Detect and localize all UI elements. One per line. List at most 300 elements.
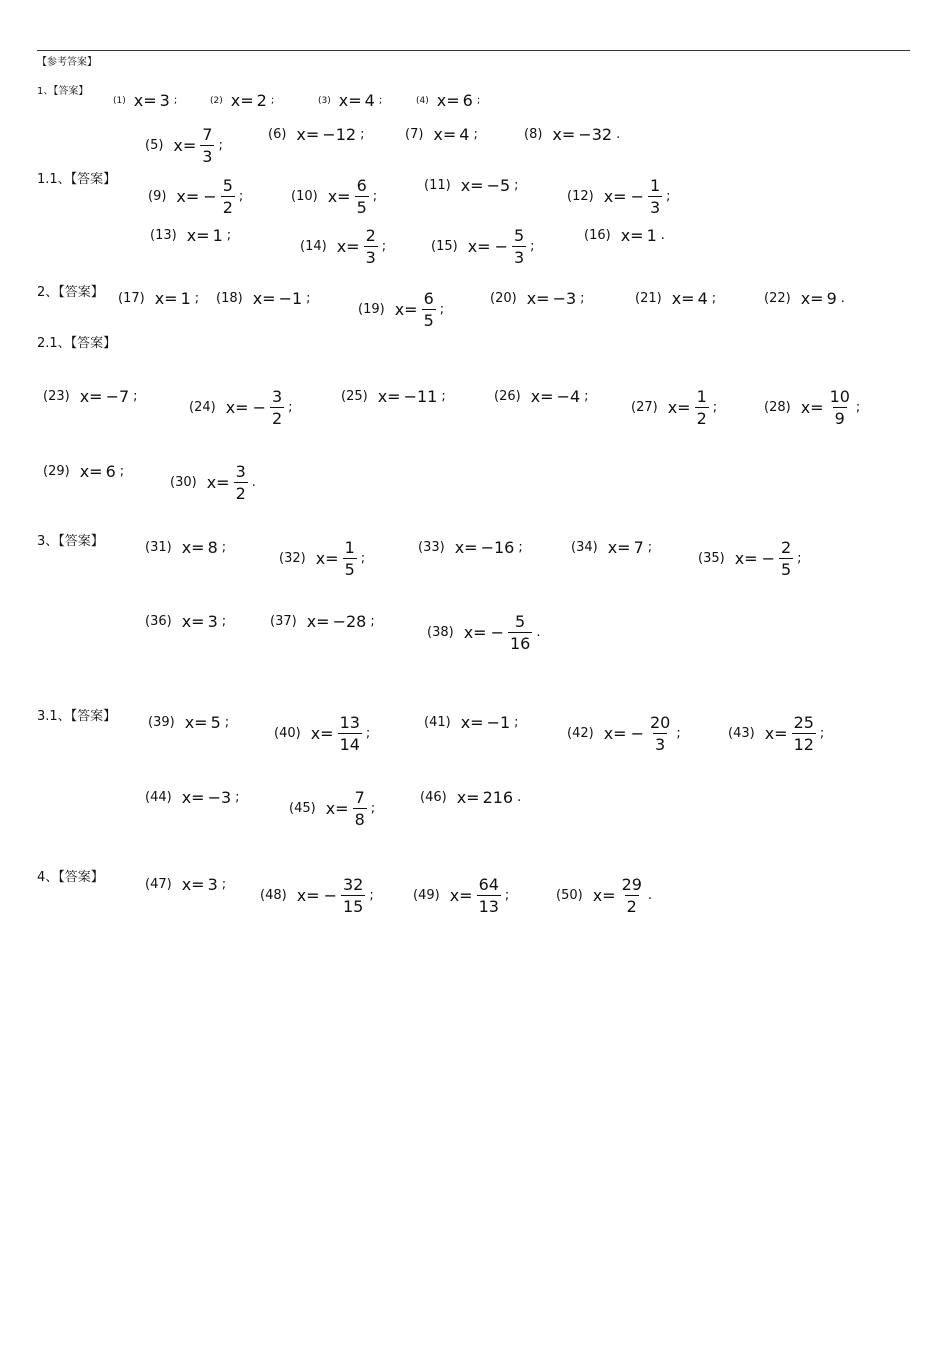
- answer-value: 2: [256, 91, 267, 110]
- numerator: 7: [202, 125, 213, 144]
- variable: x: [620, 226, 631, 245]
- item-number: (25): [341, 389, 368, 404]
- numerator: 10: [829, 387, 850, 406]
- item-number: (28): [764, 400, 791, 415]
- item-number: (4): [416, 95, 429, 106]
- item-number: (24): [189, 400, 216, 415]
- answer-value: −28: [332, 612, 367, 631]
- answer-value: −3: [207, 788, 232, 807]
- fraction: [620, 874, 644, 917]
- equals-sign: =: [810, 398, 824, 417]
- numerator: 2: [780, 538, 792, 557]
- item-number: (36): [145, 614, 172, 629]
- variable: x: [327, 187, 338, 206]
- variable: x: [667, 398, 678, 417]
- variable: x: [436, 91, 447, 110]
- equals-sign: =: [681, 289, 695, 308]
- item-number: (47): [145, 877, 172, 892]
- denominator: 16: [509, 634, 531, 653]
- item-number: (30): [170, 475, 197, 490]
- answer-value: −32: [578, 125, 613, 144]
- numerator: 7: [354, 788, 365, 807]
- answer-value: 4: [364, 91, 375, 110]
- variable: x: [607, 538, 618, 557]
- punctuation: ;: [530, 239, 535, 254]
- denominator: 2: [696, 409, 707, 428]
- item-number: (9): [148, 189, 167, 204]
- equals-sign: =: [306, 886, 320, 905]
- equals-sign: =: [442, 125, 457, 144]
- answer-value: 6: [462, 91, 473, 110]
- punctuation: ;: [235, 790, 240, 805]
- variable: x: [456, 788, 467, 807]
- answer-value: 3: [207, 875, 218, 894]
- minus-sign: −: [630, 187, 644, 206]
- equals-sign: =: [540, 387, 554, 406]
- variable: x: [734, 549, 745, 568]
- variable: x: [449, 886, 460, 905]
- fraction: [828, 386, 852, 429]
- variable: x: [526, 289, 537, 308]
- equals-sign: =: [404, 300, 418, 319]
- equals-sign: =: [191, 612, 205, 631]
- punctuation: ;: [221, 877, 227, 892]
- equals-sign: =: [774, 724, 788, 743]
- variable: x: [338, 91, 349, 110]
- variable: x: [184, 713, 195, 732]
- equals-sign: =: [613, 724, 627, 743]
- answer-value: 9: [826, 289, 837, 308]
- punctuation: ;: [221, 614, 227, 629]
- equals-sign: =: [325, 549, 339, 568]
- equals-sign: =: [316, 612, 330, 631]
- punctuation: .: [616, 127, 621, 142]
- punctuation: ;: [676, 726, 681, 741]
- fraction: [200, 124, 214, 167]
- equals-sign: =: [143, 91, 157, 110]
- fraction: [234, 461, 248, 504]
- variable: x: [603, 724, 614, 743]
- item-number: (46): [420, 790, 447, 805]
- item-number: (37): [270, 614, 297, 629]
- answer-value: 7: [633, 538, 644, 557]
- answer-value: −7: [105, 387, 130, 406]
- numerator: 5: [515, 612, 526, 631]
- punctuation: ;: [819, 726, 825, 741]
- variable: x: [181, 875, 192, 894]
- denominator: 2: [235, 484, 246, 503]
- equals-sign: =: [191, 538, 205, 557]
- variable: x: [394, 300, 405, 319]
- variable: x: [133, 91, 144, 110]
- numerator: 25: [793, 713, 814, 732]
- answer-value: −1: [278, 289, 303, 308]
- equals-sign: =: [477, 237, 491, 256]
- variable: x: [79, 462, 90, 481]
- item-number: (21): [635, 291, 662, 306]
- equals-sign: =: [446, 91, 460, 110]
- answer-value: 8: [207, 538, 218, 557]
- answer-value: 216: [482, 788, 514, 807]
- section-label: 2.1、【答案】: [37, 336, 117, 351]
- minus-sign: −: [630, 724, 644, 743]
- punctuation: ;: [666, 189, 671, 204]
- punctuation: ;: [288, 400, 293, 415]
- equals-sign: =: [470, 713, 484, 732]
- equals-sign: =: [194, 713, 208, 732]
- punctuation: ;: [360, 127, 365, 142]
- answer-value: −16: [480, 538, 515, 557]
- variable: x: [463, 623, 474, 642]
- answer-value: 3: [207, 612, 218, 631]
- fraction: [648, 712, 672, 755]
- equals-sign: =: [561, 125, 576, 144]
- numerator: 2: [365, 226, 376, 245]
- answer-value: 1: [180, 289, 191, 308]
- equals-sign: =: [182, 136, 197, 155]
- variable: x: [181, 538, 192, 557]
- top-rule: [37, 50, 910, 51]
- fraction: [338, 712, 362, 755]
- answer-value: 6: [105, 462, 116, 481]
- punctuation: ;: [504, 888, 510, 903]
- item-number: (13): [150, 228, 177, 243]
- punctuation: ;: [221, 540, 227, 555]
- punctuation: ;: [514, 715, 519, 730]
- punctuation: ;: [119, 464, 125, 479]
- punctuation: ;: [439, 302, 445, 317]
- numerator: 20: [649, 713, 671, 732]
- item-number: (42): [567, 726, 594, 741]
- denominator: 5: [356, 198, 367, 217]
- punctuation: ;: [365, 726, 371, 741]
- punctuation: ;: [218, 138, 223, 153]
- section-label: 4、【答案】: [37, 870, 104, 885]
- variable: x: [325, 799, 336, 818]
- variable: x: [296, 125, 306, 144]
- numerator: 13: [339, 713, 360, 732]
- equals-sign: =: [305, 125, 320, 144]
- item-number: (19): [358, 302, 385, 317]
- variable: x: [79, 387, 90, 406]
- numerator: 6: [356, 176, 367, 195]
- page-title: 【参考答案】: [37, 57, 97, 68]
- item-number: (40): [274, 726, 301, 741]
- punctuation: ;: [381, 239, 387, 254]
- item-number: (44): [145, 790, 172, 805]
- punctuation: .: [517, 790, 522, 805]
- variable: x: [460, 713, 471, 732]
- equals-sign: =: [677, 398, 691, 417]
- fraction: [355, 175, 369, 218]
- minus-sign: −: [203, 187, 217, 206]
- numerator: 6: [423, 289, 434, 308]
- equals-sign: =: [810, 289, 824, 308]
- denominator: 2: [271, 409, 283, 428]
- punctuation: ;: [372, 189, 378, 204]
- punctuation: ;: [370, 801, 376, 816]
- denominator: 5: [344, 560, 355, 579]
- fraction: [221, 175, 235, 218]
- variable: x: [252, 289, 263, 308]
- fraction: [508, 611, 532, 654]
- equals-sign: =: [185, 187, 200, 206]
- equals-sign: =: [89, 387, 103, 406]
- fraction: [364, 225, 378, 268]
- denominator: 3: [655, 735, 666, 754]
- equals-sign: =: [235, 398, 249, 417]
- numerator: 1: [649, 176, 661, 195]
- punctuation: .: [660, 228, 665, 243]
- numerator: 5: [222, 176, 233, 195]
- denominator: 2: [222, 198, 233, 217]
- equals-sign: =: [240, 91, 254, 110]
- variable: x: [552, 125, 562, 144]
- denominator: 13: [478, 897, 499, 916]
- equals-sign: =: [348, 91, 362, 110]
- item-number: (17): [118, 291, 145, 306]
- answer-value: −12: [322, 125, 357, 144]
- item-number: (29): [43, 464, 70, 479]
- variable: x: [467, 237, 478, 256]
- item-number: (11): [424, 178, 451, 193]
- section-label: 3、【答案】: [37, 534, 104, 549]
- punctuation: .: [251, 475, 256, 490]
- fraction: [512, 225, 526, 268]
- equals-sign: =: [470, 176, 484, 195]
- answer-value: −3: [552, 289, 577, 308]
- variable: x: [181, 612, 192, 631]
- punctuation: .: [647, 888, 653, 903]
- punctuation: ;: [173, 95, 178, 106]
- punctuation: .: [840, 291, 845, 306]
- equals-sign: =: [613, 187, 627, 206]
- denominator: 8: [354, 810, 365, 829]
- item-number: (20): [490, 291, 517, 306]
- variable: x: [433, 125, 443, 144]
- numerator: 29: [621, 875, 642, 894]
- fraction: [792, 712, 816, 755]
- equals-sign: =: [216, 473, 230, 492]
- punctuation: ;: [473, 127, 478, 142]
- denominator: 14: [339, 735, 360, 754]
- item-number: (23): [43, 389, 70, 404]
- item-number: (15): [431, 239, 458, 254]
- variable: x: [306, 612, 317, 631]
- item-number: (34): [571, 540, 598, 555]
- punctuation: ;: [360, 551, 366, 566]
- answer-value: 4: [459, 125, 470, 144]
- item-number: (35): [698, 551, 725, 566]
- answer-value: 4: [697, 289, 708, 308]
- punctuation: ;: [306, 291, 311, 306]
- item-number: (38): [427, 625, 454, 640]
- variable: x: [800, 289, 811, 308]
- numerator: 1: [344, 538, 355, 557]
- item-number: (10): [291, 189, 318, 204]
- minus-sign: −: [494, 237, 508, 256]
- punctuation: ;: [584, 389, 589, 404]
- minus-sign: −: [761, 549, 775, 568]
- numerator: 3: [271, 387, 283, 406]
- denominator: 2: [626, 897, 637, 916]
- item-number: (6): [268, 127, 287, 142]
- fraction: [341, 874, 365, 917]
- equals-sign: =: [459, 886, 473, 905]
- item-number: (12): [567, 189, 594, 204]
- variable: x: [764, 724, 775, 743]
- item-number: (50): [556, 888, 583, 903]
- punctuation: ;: [270, 95, 275, 106]
- item-number: (22): [764, 291, 791, 306]
- numerator: 3: [235, 462, 246, 481]
- answer-value: 5: [210, 713, 221, 732]
- section-label: 3.1、【答案】: [37, 709, 117, 724]
- fraction: [477, 874, 501, 917]
- answer-value: −4: [556, 387, 581, 406]
- equals-sign: =: [191, 788, 205, 807]
- item-number: (41): [424, 715, 451, 730]
- equals-sign: =: [337, 187, 351, 206]
- equals-sign: =: [387, 387, 401, 406]
- denominator: 3: [202, 147, 213, 166]
- numerator: 1: [696, 387, 707, 406]
- denominator: 3: [365, 248, 376, 267]
- punctuation: ;: [226, 228, 232, 243]
- variable: x: [154, 289, 165, 308]
- numerator: 32: [342, 875, 364, 894]
- variable: x: [186, 226, 197, 245]
- punctuation: ;: [855, 400, 861, 415]
- answer-value: 1: [212, 226, 223, 245]
- equals-sign: =: [89, 462, 103, 481]
- variable: x: [315, 549, 326, 568]
- fraction: [270, 386, 284, 429]
- numerator: 5: [513, 226, 525, 245]
- item-number: (32): [279, 551, 306, 566]
- equals-sign: =: [466, 788, 480, 807]
- denominator: 3: [513, 248, 525, 267]
- punctuation: ;: [378, 95, 383, 106]
- item-number: (2): [210, 95, 223, 106]
- punctuation: .: [536, 625, 541, 640]
- equals-sign: =: [744, 549, 758, 568]
- punctuation: ;: [238, 189, 244, 204]
- punctuation: ;: [133, 389, 138, 404]
- answer-value: −5: [486, 176, 511, 195]
- punctuation: ;: [711, 291, 717, 306]
- variable: x: [530, 387, 541, 406]
- item-number: (27): [631, 400, 658, 415]
- punctuation: ;: [518, 540, 523, 555]
- variable: x: [310, 724, 321, 743]
- item-number: (43): [728, 726, 755, 741]
- answer-value: −11: [403, 387, 438, 406]
- section-label: 2、【答案】: [37, 285, 104, 300]
- item-number: (7): [405, 127, 424, 142]
- punctuation: ;: [370, 614, 375, 629]
- variable: x: [225, 398, 236, 417]
- equals-sign: =: [320, 724, 334, 743]
- minus-sign: −: [490, 623, 504, 642]
- equals-sign: =: [262, 289, 276, 308]
- variable: x: [603, 187, 614, 206]
- answer-value: −1: [486, 713, 511, 732]
- item-number: (49): [413, 888, 440, 903]
- punctuation: ;: [580, 291, 585, 306]
- equals-sign: =: [473, 623, 487, 642]
- denominator: 3: [649, 198, 661, 217]
- item-number: (31): [145, 540, 172, 555]
- equals-sign: =: [346, 237, 360, 256]
- denominator: 12: [793, 735, 814, 754]
- denominator: 5: [780, 560, 792, 579]
- punctuation: ;: [369, 888, 374, 903]
- item-number: (39): [148, 715, 175, 730]
- minus-sign: −: [323, 886, 337, 905]
- equals-sign: =: [536, 289, 550, 308]
- variable: x: [800, 398, 811, 417]
- variable: x: [206, 473, 217, 492]
- item-number: (45): [289, 801, 316, 816]
- variable: x: [296, 886, 307, 905]
- denominator: 5: [423, 311, 434, 330]
- punctuation: ;: [797, 551, 802, 566]
- punctuation: ;: [441, 389, 446, 404]
- item-number: (18): [216, 291, 243, 306]
- equals-sign: =: [196, 226, 210, 245]
- punctuation: ;: [647, 540, 653, 555]
- section-label: 1.1、【答案】: [37, 172, 117, 187]
- variable: x: [454, 538, 465, 557]
- variable: x: [336, 237, 347, 256]
- item-number: (26): [494, 389, 521, 404]
- variable: x: [592, 886, 603, 905]
- variable: x: [173, 136, 183, 155]
- fraction: [695, 386, 709, 429]
- equals-sign: =: [335, 799, 349, 818]
- item-number: (3): [318, 95, 331, 106]
- fraction: [648, 175, 662, 218]
- variable: x: [671, 289, 682, 308]
- equals-sign: =: [630, 226, 644, 245]
- equals-sign: =: [464, 538, 478, 557]
- item-number: (5): [145, 138, 164, 153]
- minus-sign: −: [252, 398, 266, 417]
- equals-sign: =: [617, 538, 631, 557]
- answer-value: 3: [159, 91, 170, 110]
- punctuation: ;: [712, 400, 718, 415]
- variable: x: [181, 788, 192, 807]
- fraction: [779, 537, 793, 580]
- item-number: (48): [260, 888, 287, 903]
- equals-sign: =: [164, 289, 178, 308]
- punctuation: ;: [514, 178, 519, 193]
- variable: x: [377, 387, 388, 406]
- punctuation: ;: [224, 715, 230, 730]
- variable: x: [230, 91, 241, 110]
- punctuation: ;: [476, 95, 481, 106]
- item-number: (33): [418, 540, 445, 555]
- denominator: 15: [342, 897, 364, 916]
- item-number: (14): [300, 239, 327, 254]
- equals-sign: =: [602, 886, 616, 905]
- punctuation: ;: [194, 291, 200, 306]
- fraction: [343, 537, 357, 580]
- fraction: [353, 787, 367, 830]
- answer-value: 1: [646, 226, 657, 245]
- variable: x: [460, 176, 471, 195]
